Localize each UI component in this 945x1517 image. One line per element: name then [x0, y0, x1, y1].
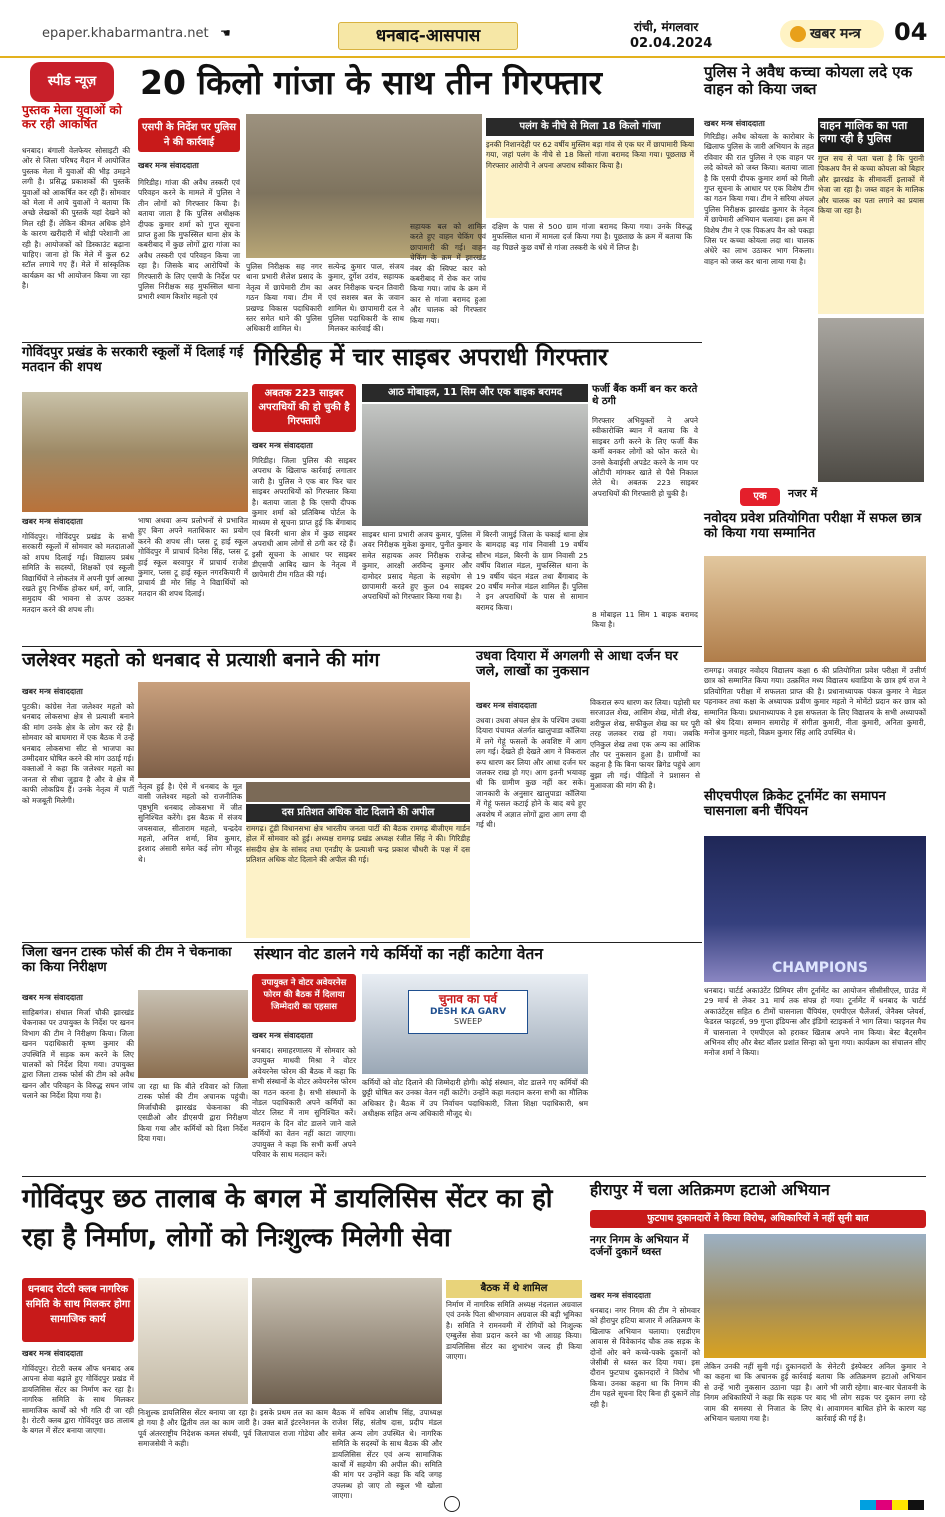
school-byline: खबर मन्त्र संवाददाता [22, 517, 83, 526]
banner-title: चुनाव का पर्व [438, 992, 498, 1006]
cyber-side-body: गिरफ्तार अभियुक्तों ने अपने स्वीकारोक्ति ब्यान में बताया कि वे साइबर ठगी करने के लिए फर्जी बैंक कर्मी बनकर लोगों को फोन करते थे। उनसे केवाईसी अपडेट करने के नाम पर ओटीपी मांगकर खाते से पैसे निकाल लेते थे। अबतक 223 साइबर अपराधियों की गिरफ्तारी हो चुकी है। [592, 416, 698, 498]
dialysis-body: गोविंदपुर। रोटरी क्लब ऑफ धनबाद अब आपना सेवा बढ़ाते हुए गोविंदपुर प्रखंड में डायलिसिस सेंटर का निर्माण कर रहा है। नागरिक समिति के साथ मिलकर सामाजिक कार्यों को भी गति दी जा रही है। रोटरी क्लब द्वारा गोविंदपुर छठ तालाब के बगल में सेंटर बनाया जाएगा। [22, 1364, 134, 1436]
fire-body-2: विकराल रूप धारण कर लिया। पड़ोसी घर सरजाउल शेख, आसिम शेख, मोती शेख, शरीफुल शेख, सफीकुल शेख का घर पूरी तरह जलकर राख हो गया। जबकि एनिकुल शेख तथा एक अन्य का आंशिक तौर पर नुकसान हुआ है। ग्रामीणों का कहना है कि बिना फायर ब्रिगेड पहुंचे आग बुझा ली गई। पीड़ितों ने प्रशासन से मुआवजा की मांग की है। [590, 698, 700, 791]
jaleshwar-body-2: नेतृत्व हुई है। ऐसे में धनबाद के मूल वासी जलेश्वर महतो को राजनीतिक पृष्ठभूमि धनबाद लोकसभा में जीत सुनिश्चित करेंगे। इस बैठक में संजय जयसवाल, सीताराम महतो, चन्द्रदेव महतो, अनिल शर्मा, शिव कुमार, इरशाद अंसारी समेत कई लोग मौजूद थे। [138, 782, 242, 864]
coal-byline: खबर मन्त्र संवाददाता [704, 119, 765, 128]
vetan-photo-2 [592, 974, 700, 1172]
dialysis-group-photo [252, 1278, 442, 1404]
khanan-byline: खबर मन्त्र संवाददाता [22, 993, 83, 1002]
dialysis-headline: गोविंदपुर छठ तालाब के बगल में डायलिसिस सेंटर का हो रहा है निर्माण, लोगों को निःशुल्क मिलेगी सेवा [22, 1184, 553, 1253]
hirapur-body-3: के सेनेटरी इंस्पेक्टर अनिल कुमार ने बताया कि अतिक्रमण हटाओ अभियान आगे भी जारी रहेगा। बार-बार चेतावनी के बाद भी लोग सड़क पर दुकान लगा रहे थे। आवागमन बाधित होने के कारण यह कार्रवाई की गई है। [816, 1362, 926, 1424]
coal-photo [818, 318, 924, 482]
section-title: धनबाद-आसपास [338, 22, 518, 50]
edition-city: रांची, मंगलवार [634, 20, 699, 34]
navoday-photo [704, 556, 926, 662]
row-divider-2 [22, 646, 702, 647]
edition-date: 02.04.2024 [630, 36, 713, 51]
lead-headline: 20 किलो गांजा के साथ तीन गिरफ्तार [140, 63, 603, 102]
navoday-body: रामगढ़। जवाहर नवोदय विद्यालय कक्षा 6 की प्रतियोगिता प्रवेश परीक्षा में उत्तीर्ण छात्र को सम्मानित किया गया। उत्क्रमित मध्य विद्यालय धवाडिया के छात्र हर्ष राज ने प्रतियोगिता परीक्षा में सफलता प्राप्त की है। प्रधानाध्यापक पंकज कुमार ने मेडल पहनाकर तथा कक्षा के अध्यापक प्रवीण कुमार महतो ने मोमेंटो प्रदान कर छात्र को सम्मानित किया। प्रधानाध्यापक ने इस सफलता के लिए विद्यालय के सभी अध्यापकों को श्रेय दिया। सम्मान समारोह में संगीता कुमारी, नीता कुमारी, अनिता कुमारी, मनोज कुमार महतो, विक्रम कुमार सिंह आदि उपस्थित थे। [704, 666, 926, 738]
najar-label: नजर में [788, 487, 818, 500]
dialysis-body-3: बैठक में सचिव आशीष सिंह, उपाध्यक्ष राजेश सिंह, संतोष दास, प्रदीप मंडल समेत अन्य लोग उपस्थित थे। नागरिक समिति के सदस्यों के साथ बैठक की और डायलिसिस सेंटर एवं अन्य सामाजिक कार्यों में सहयोग की अपील की। समिति की मांग पर उन्होंने कहा कि यदि जगह उपलब्ध हो जाए तो स्कूल भी खोला जाएगा। [332, 1408, 442, 1501]
speed-news-logo: स्पीड न्यूज़ [30, 62, 114, 102]
jaleshwar-photo [138, 682, 470, 778]
jaleshwar-byline: खबर मन्त्र संवाददाता [22, 687, 83, 696]
bjp-meeting-photo [246, 782, 470, 802]
dialysis-body-4: निर्माण में नागरिक समिति अध्यक्ष नंदलाल अग्रवाल एवं उनके पिता श्रीभगवान अग्रवाल की बड़ी भूमिका है। समिति ने रामनवमी में रोगियों को निःशुल्क एम्बुलेंस सेवा प्रदान करने का भी आग्रह किया। डायलिसिस सेंटर का शुभारंभ जल्द ही किया जाएगा। [446, 1300, 582, 1362]
bjp-caption: रामगढ़। टूंडी विधानसभा क्षेत्र भारतीय जनता पार्टी की बैठक रामगढ़ बीजीएम गार्डन होल में सोमवार को हुई। अध्यक्ष रामगढ़ प्रखंड अध्यक्ष रंजीत सिंह ने की। गिरिडीह संसदीय क्षेत्र के सांसद तथा एनडीए के प्रत्याशी चन्द्र प्रकाश चौधरी के पक्ष में दस प्रतिशत अधिक वोट दिलाने की अपील की गई। [246, 824, 470, 938]
cyber-body-2: साइबर थाना प्रभारी अजय कुमार, पुलिस अवर निरीक्षक मुकेश कुमार, पुनीत कुमार समेत सहायक अवर निरीक्षक राजेन्द्र कुमार, आरक्षी अरविन्द कुमार और दामोदर प्रसाद मेहता के सहयोग से छापामारी करते हुए कुल 04 साइबर अपराधियों को गिरफ्तार किया गया है। [362, 530, 472, 602]
vetan-body: धनबाद। समाहरणालय में सोमवार को उपायुक्त माधवी मिश्रा ने वोटर अवेयरनेस फोरम की बैठक में कहा कि सभी संस्थानों के वोटर अवेयरनेस फोरम का गठन करना है। सभी संस्थानों के नोडल पदाधिकारी अपने कर्मियों का वोटर लिस्ट में नाम सुनिश्चित करें। मतदान के दिन वोट डालने जाने वाले कर्मियों का वेतन नहीं काटा जाएगा। उपायुक्त ने कहा कि सभी कर्मी अपने परिवार के साथ मतदान करें। [252, 1046, 356, 1160]
dialysis-photo [138, 1278, 248, 1404]
lead-body-6: दक्षिण के पास से 500 ग्राम गांजा बरामद किया गया। उनके विरुद्ध मुफस्सिल थाना में मामला दर्ज किया गया है। पूछताछ के क्रम में बताया कि वह पिछले कुछ वर्षों से गांजा तस्करी के धंधे में लिप्त है। [492, 222, 692, 252]
brand-logo[interactable] [780, 20, 884, 48]
school-photo [22, 392, 248, 512]
cyber-headline: गिरिडीह में चार साइबर अपराधी गिरफ्तार [254, 343, 608, 371]
vetan-headline: संस्थान वोट डालने गये कर्मियों का नहीं काटेगा वेतन [254, 945, 543, 963]
fire-headline: उधवा दियारा में अगलगी से आधा दर्जन घर जले, लाखों का नुकसान [476, 649, 678, 679]
logo-icon [790, 26, 806, 42]
coal-box-title: वाहन मालिक का पता लगा रही है पुलिस [818, 118, 924, 152]
ek-badge: एक [740, 488, 780, 506]
cursor-icon: ☚ [220, 26, 231, 40]
lead-body-3: सत्येन्द्र कुमार पाल, संजय कुमार, दुर्गेश उरांव, सहायक अवर निरीक्षक चन्दन तिवारी एवं सशस्त्र बल के जवान शामिल थे। छापामारी दल ने पुलिस पदाधिकारी के साथ मिलकर कार्रवाई की। [328, 262, 404, 334]
banner-subtitle: DESH KA GARV [429, 1007, 507, 1017]
cyber-body: गिरिडीह। जिला पुलिस की साइबर अपराध के खिलाफ कार्रवाई लगातार जारी है। पुलिस ने एक बार फिर चार साइबर अपराधियों को गिरफ्तार किया है। बताया जाता है कि एसपी दीपक कुमार शर्मा को प्रतिबिम्ब पोर्टल के माध्यम से सूचना प्राप्त हुई कि बेंगाबाद एवं बिरनी थाना क्षेत्र में कुछ साइबर अपराधी आम लोगों से ठगी कर रहे हैं। इसी सूचना के आधार पर साइबर डीएसपी आबिद खान के नेतृत्व में छापेमारी टीम गठित की गई। [252, 456, 356, 580]
lead-body-1: गिरिडीह। गांजा की अवैध तस्करी एवं परिवहन करने के मामले में पुलिस ने तीन लोगों को गिरफ्तार किया है। बताया जाता है कि पुलिस अधीक्षक दीपक कुमार शर्मा को गुप्त सूचना प्राप्त हुआ कि मुफस्सिल थाना क्षेत्र के कबरीबाद में कुछ लोगों द्वारा गांजा का अवैध तस्करी एवं परिवहन किया जा रहा है। जिसके बाद आरोपियों के गिरफ्तारी के लिए एसपी के निर्देश पर पुलिस निरीक्षक सह मुफस्सिल थाना प्रभारी श्याम किशोर महतो एवं [138, 178, 240, 302]
masthead [0, 0, 945, 58]
navoday-headline: नवोदय प्रवेश प्रतियोगिता परीक्षा में सफल छात्र को किया गया सम्मानित [704, 511, 922, 541]
speed-news-body: धनबाद। बंगाली वेलफेयर सोसाइटी की ओर से जिला परिषद मैदान में आयोजित पुस्तक मेला में युवाओं की भीड़ उमड़ने लगी है। प्रसिद्ध प्रकाशकों की पुस्तकें युवाओं को आकर्षित कर रही हैं। सोमवार को मेला में आये युवाओं ने बताया कि अच्छे लेखकों की पुस्तकें यहां देखने को मिल रही हैं। लेकिन कीमत अधिक होने के कारण खरीदारी में थोड़ी परेशानी आ रही है। आयोजकों को डिस्काउंट बढ़ाना चाहिए। जाना हो कि मेले में कुल 62 स्टॉल लगाये गए हैं। मेले में सांस्कृतिक कार्यक्रम का भी आयोजन किया जा रहा है। [22, 146, 130, 291]
fire-byline: खबर मन्त्र संवाददाता [476, 701, 537, 710]
school-body: गोविंदपुर। गोविंदपुर प्रखंड के सभी सरकारी स्कूलों में सोमवार को मतदाताओं को शपथ दिलाई गई। विद्यालय प्रबंध समिति के सदस्यों, शिक्षकों एवं स्कूली विद्यार्थियों ने लोकतंत्र में अपनी पूर्ण आस्था रखते हुए निर्भीक होकर धर्म, वर्ग, जाति, समुदाय की भावना से ऊपर उठकर मतदान करने की शपथ ली। [22, 532, 134, 614]
epaper-url[interactable]: epaper.khabarmantra.net [42, 26, 209, 41]
school-headline: गोविंदपुर प्रखंड के सरकारी स्कूलों में दिलाई गई मतदान की शपथ [22, 345, 244, 375]
dialysis-subhead: बैठक में थे शामिल [446, 1280, 582, 1298]
cyber-photo [362, 404, 588, 526]
dialysis-byline: खबर मन्त्र संवाददाता [22, 1349, 83, 1358]
row-divider-3 [22, 942, 702, 943]
lead-byline: खबर मन्त्र संवाददाता [138, 161, 199, 170]
khanan-photo [138, 990, 248, 1078]
lead-body-4: सहायक बल को शामिल करते हुए वाहन चेकिंग एवं छापामारी की गई। वाहन चेकिंग के क्रम में झारखंड नंबर की स्विफ्ट कार को कबरीबाद में रोक कर जांच किया गया। जांच के क्रम में कार से गांजा बरामद हुआ और चालक को गिरफ्तार किया गया। [410, 222, 486, 325]
school-body-2: भाषा अथवा अन्य प्रलोभनों से प्रभावित हुए बिना अपने मताधिकार का प्रयोग करने की शपथ ली। प्लस टू हाई स्कूल गोविंदपुर में प्राचार्य दिनेश सिंह, प्लस टू हाई स्कूल बरवापुर में प्राचार्य राजेश कुमार, प्लस टू हाई स्कूल नगरकियारी में प्राचार्य डी मोर सिंह ने विद्यार्थियों को मतदान की शपथ दिलाई। [138, 516, 248, 598]
lead-kicker: एसपी के निर्देश पर पुलिस ने की कार्रवाई [138, 118, 240, 152]
page-number: 04 [894, 18, 928, 46]
color-bar [860, 1500, 924, 1510]
hirapur-headline: हीरापुर में चला अतिक्रमण हटाओ अभियान [590, 1181, 830, 1199]
lead-body-5: इनकी निशानदेही पर 62 वर्षीय मुस्लिम बड़ा गांव से एक घर में छापामारी किया गया, जहां पलंग के नीचे से 18 किलो गांजा बरामद किया गया। पूछताछ में गिरफ्तार आरोपी ने अपना अपराध स्वीकार किया है। [486, 140, 694, 218]
cyber-body-3: में बिरनी जामुई जिला के चकाई थाना क्षेत्र के बामदाह बड़ गांव निवासी 19 वर्षीय सौरभ मंडल, बिरनी के ग्राम निवासी 25 वर्षीय विशाल मंडल, मुफस्सिल थाना के 19 वर्षीय चंदन मंडल तथा बैंगाबाद के 20 वर्षीय मनोज मंडल शामिल हैं। पुलिस ने इन अपराधियों के पास से सामान बरामद किया। [476, 530, 588, 612]
hirapur-kicker: फुटपाथ दुकानदारों ने किया विरोध, अधिकारियों ने नहीं सुनी बात [590, 1210, 926, 1228]
lead-body-2: पुलिस निरीक्षक सह नगर थाना प्रभारी शैलेश प्रसाद के नेतृत्व में छापेमारी टीम का गठन किया गया। टीम में प्रखण्ड विकास पदाधिकारी स्तर समेत थाने की पुलिस अधिकारी शामिल थे। [246, 262, 322, 334]
cricket-headline: सीएचपीएल क्रिकेट टूर्नामेंट का समापन चासनाला बनी चैंपियन [704, 789, 886, 819]
cricket-body: धनबाद। चार्टर्ड अकाउंटेंट प्रिमियर लीग टूर्नामेंट का आयोजन सीसीसीएल, ग्राउंड में 29 मार्च से लेकर 31 मार्च तक संपन्न हो गया। टूर्नामेंट में धनबाद के चार्टर्ड अकाउंटेंट्स सहित 6 टीमों चासनाला चैंपियंस, एमपीएल चैलेंजर्स, जेनैक्स प्लेयर्स, फेडरल फाइटर्स, 99 गुप्ता इंडियन्स और इंडिगो स्टाइकर्स ने भाग लिया। फाइनल मैच में चासनाला ने एमपीएल को हराकर खिताब अपने नाम किया। बेस्ट बैट्समैन अभिनव सीए और बेस्ट बॉलर प्रशांत सिन्हा को चुना गया। कार्यक्रम का संचालन सीए मनोज शर्मा ने किया। [704, 986, 926, 1058]
lead-subhead: पलंग के नीचे से मिला 18 किलो गांजा [486, 118, 694, 136]
cyber-byline: खबर मन्त्र संवाददाता [252, 441, 313, 450]
cyber-side-title: फर्जी बैंक कर्मी बन कर करते थे ठगी [592, 384, 698, 407]
champions-banner: CHAMPIONS [772, 960, 868, 976]
khanan-body: साहिबगंज। संथाल मिर्जा चौकी झारखंड चेकनाका पर उपायुक्त के निर्देश पर खनन विभाग की टीम ने निरीक्षण किया। जिला खनन पदाधिकारी कृष्ण कुमार की उपस्थिति में सड़क कम करने के लिए चालकों को निर्देश दिया गया। उपायुक्त द्वारा जिला टास्क फोर्स की टीम को अवैध खनन और परिवहन के विरुद्ध सघन जांच चलाने का निर्देश दिया गया है। [22, 1008, 134, 1101]
hirapur-sub: नगर निगम के अभियान में दर्जनों दुकानें ध्वस्त [590, 1234, 689, 1259]
row-divider-4 [22, 1176, 926, 1177]
banner-sweep: SWEEP [454, 1017, 482, 1026]
vetan-byline: खबर मन्त्र संवाददाता [252, 1031, 313, 1040]
cyber-subhead: आठ मोबाइल, 11 सिम और एक बाइक बरामद [362, 384, 588, 402]
vetan-body-2: कर्मियों को वोट दिलाने की जिम्मेदारी होगी। कोई संस्थान, वोट डालने गए कर्मियों की छुट्टी घोषित कर उनका वेतन नहीं काटेंगे। उन्होंने कहा मतदान करना सभी का मौलिक अधिकार है। बैठक में उप निर्वाचन पदाधिकारी, जिला शिक्षा पदाधिकारी, श्रम अधीक्षक सहित अन्य अधिकारी मौजूद थे। [362, 1078, 588, 1119]
vetan-kicker: उपायुक्त ने वोटर अवेयरनेस फोरम की बैठक में दिलाया जिम्मेदारी का एहसास [252, 974, 356, 1022]
dialysis-kicker: धनबाद रोटरी क्लब नागरिक समिति के साथ मिलकर होगा सामाजिक कार्य [22, 1278, 134, 1342]
dialysis-body-2: निःशुल्क डायलिसिस सेंटर बनाया जा रहा है। इसके प्रथम तल का काम हो गया है और द्वितीय तल का काम जारी है। उक्त बातें इंटरनेशनल के पूर्व अंतरराष्ट्रीय निदेशक कमल संघवी, पूर्व जिलापाल राजा गोडेया और समाजसेवी ने कही। [138, 1408, 328, 1449]
speed-news-title: पुस्तक मेला युवाओं को कर रही आकर्षित [22, 103, 122, 131]
khanan-headline: जिला खनन टास्क फोर्स की टीम ने चेकनाका का किया निरीक्षण [22, 945, 232, 975]
hirapur-photo [704, 1234, 926, 1358]
cyber-seized: 8 मोबाइल 11 सिम 1 बाइक बरामद किया है। [592, 610, 698, 630]
jaleshwar-body: पुटकी। कांग्रेस नेता जलेश्वर महतो को धनबाद लोकसभा क्षेत्र से प्रत्याशी बनाने की मांग उनके क्षेत्र के लोग कर रहे हैं। सोमवार को बाघमारा में एक बैठक में उन्हें धनबाद लोकसभा सीट से भाजपा का उम्मीदवार घोषित करने की मांग उठाई गई। वक्ताओं ने कहा कि जलेश्वर महतो का जनता से सीधा जुड़ाव है और वे क्षेत्र में काफी लोकप्रिय हैं। उनके नेतृत्व में पार्टी को मजबूती मिलेगी। [22, 702, 134, 805]
brand-name: खबर मन्त्र [810, 26, 861, 42]
cyber-kicker: अबतक 223 साइबर अपराधियों की हो चुकी है गिरफ्तारी [252, 384, 356, 432]
sweep-banner [408, 990, 528, 1034]
khanan-body-2: जा रहा था कि बीते रविवार को जिला टास्क फोर्स की टीम अचानक पहुंची। मिर्जाचौकी झारखंड चेकनाका की एसडीओ और डीएसपी द्वारा निरीक्षण किया गया और कर्मियों को दिशा निर्देश दिया गया। [138, 1082, 248, 1144]
hirapur-body: धनबाद। नगर निगम की टीम ने सोमवार को हीरापुर हटिया बाजार में अतिक्रमण के खिलाफ अभियान चलाया। एसडीएम आवास से विवेकानंद चौक तक सड़क के दोनों ओर बने कच्चे-पक्के दुकानों को जेसीबी से ध्वस्त कर दिया गया। इस दौरान फुटपाथ दुकानदारों ने विरोध भी किया। उनका कहना था कि निगम की टीम पहले सूचना दिए बिना ही दुकानें तोड़ रही है। [590, 1306, 700, 1409]
fire-body: उधवा। उधवा अंचल क्षेत्र के पश्चिम उधवा दियारा पंचायत अंतर्गत खालुपाडा कॉलिया में लगे गेहूं फसलों के अवशिष्ट में आग लग गई। देखते ही देखते आग ने विकराल रूप धारण कर लिया और आधा दर्जन घर जलकर राख हो गए। आग इतनी भयावह थी कि ग्रामीण कुछ नहीं कर सके। जानकारी के अनुसार खालुपाडा कॉलिया में गेहूं फसल कटाई होने के बाद बचे हुए अवशेष में अज्ञात लोगों द्वारा आग लगा दी गई थी। [476, 716, 586, 830]
coal-body: गिरिडीह। अवैध कोयला के कारोबार के खिलाफ पुलिस के जारी अभियान के तहत रविवार की रात पुलिस ने एक वाहन पर लदे कोयले को जब्त किया। बताया जाता है कि एसपी दीपक कुमार शर्मा को मिली गुप्त सूचना के आधार पर एक विशेष टीम का गठन किया गया। टीम ने सरिया अंचल पुलिस निरीक्षक झारखंड कुमार के नेतृत्व में छापेमारी अभियान चलाया। इस क्रम में विशेष टीम ने एक पिकअप वैन को पकड़ा जिस पर कच्चा कोयला लदा था। चालक अंधेरे का लाभ उठाकर भाग निकला। वाहन को जब्त कर थाना लाया गया है। [704, 132, 814, 266]
coal-headline: पुलिस ने अवैध कच्चा कोयला लदे एक वाहन को किया जब्त [704, 63, 913, 99]
hirapur-byline: खबर मन्त्र संवाददाता [590, 1291, 651, 1300]
bjp-photo-bar: दस प्रतिशत अधिक वोट दिलाने की अपील [246, 804, 470, 822]
jaleshwar-headline: जलेश्वर महतो को धनबाद से प्रत्याशी बनाने की मांग [22, 649, 380, 671]
registration-mark-icon [444, 1496, 460, 1512]
coal-box-body: गुप्त सच से पता चला है कि पुरानी पिकअप वैन से कच्चा कोयला को बिहार और झारखंड के सीमावर्ती इलाकों में भेजा जा रहा है। जब्त वाहन के मालिक और चालक का पता लगाने का प्रयास किया जा रहा है। [818, 154, 924, 314]
hirapur-body-2: लेकिन उनकी नहीं सुनी गई। दुकानदारों का कहना था कि अचानक हुई कार्रवाई से उन्हें भारी नुकसान उठाना पड़ा है। निगम अधिकारियों ने कहा कि सड़क पर जाम की समस्या से निजात के लिए अभियान चलाया गया है। [704, 1362, 812, 1424]
